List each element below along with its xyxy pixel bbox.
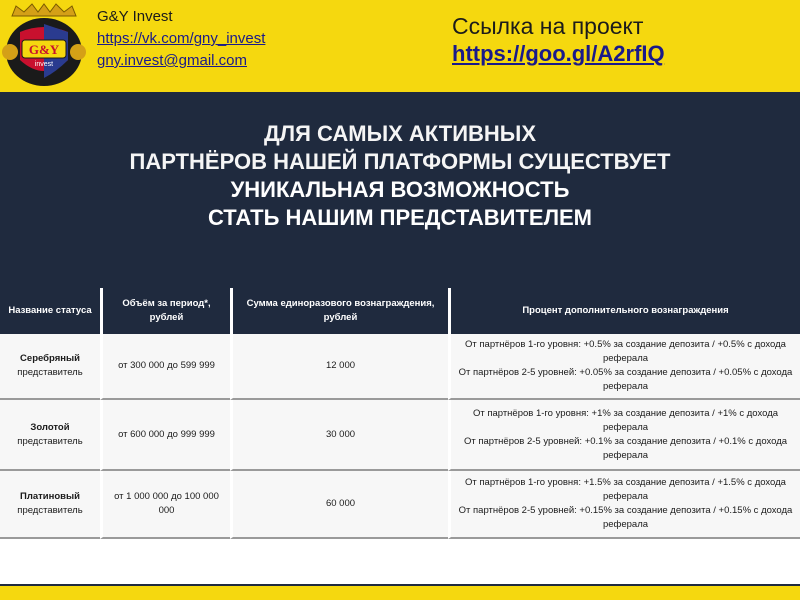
headline-line-3: УНИКАЛЬНАЯ ВОЗМОЖНОСТЬ xyxy=(230,177,570,202)
volume-cell: от 1 000 000 до 100 000 000 xyxy=(100,471,230,539)
header-status: Название статуса xyxy=(0,288,100,334)
volume-cell: от 300 000 до 599 999 xyxy=(100,334,230,400)
status-table-wrapper xyxy=(0,288,800,584)
reward-cell: 60 000 xyxy=(230,471,448,539)
table-row xyxy=(0,471,800,539)
volume-cell: от 600 000 до 999 999 xyxy=(100,400,230,471)
status-name: Платиновый xyxy=(20,491,80,502)
status-cell xyxy=(0,334,100,400)
table-row xyxy=(0,400,800,471)
percent-cell xyxy=(448,334,800,400)
percent-cell xyxy=(448,471,800,539)
company-logo xyxy=(2,2,86,88)
headline-line-4: СТАТЬ НАШИМ ПРЕДСТАВИТЕЛЕМ xyxy=(207,205,593,230)
logo-subtext: invest xyxy=(34,61,54,68)
logo-text: G&Y xyxy=(28,42,60,57)
email-link[interactable]: gny.invest@gmail.com xyxy=(97,52,247,69)
table-header-row xyxy=(0,288,800,334)
status-cell xyxy=(0,471,100,539)
percent-cell xyxy=(448,400,800,471)
status-sub: представитель xyxy=(17,505,83,516)
headline-line-1: ДЛЯ САМЫХ АКТИВНЫХ xyxy=(263,121,536,146)
percent-level-2-5: От партнёров 2-5 уровней: +0.1% за создание депозита / +0.1% с дохода реферала xyxy=(463,435,788,461)
status-name: Золотой xyxy=(30,421,70,433)
percent-level-1: От партнёров 1-го уровня: +1% за создание депозита / +1% с дохода реферала xyxy=(472,407,779,433)
header-bar xyxy=(0,0,800,92)
footer-strip xyxy=(0,586,800,600)
table-row xyxy=(0,334,800,400)
header-volume: Объём за период*, рублей xyxy=(100,288,230,334)
status-table xyxy=(0,288,800,539)
company-name: G&Y Invest xyxy=(97,8,173,25)
reward-cell: 12 000 xyxy=(230,334,448,400)
percent-level-2-5: От партнёров 2-5 уровней: +0.15% за создание депозита / +0.15% с дохода реферала xyxy=(458,505,793,530)
project-label: Ссылка на проект xyxy=(452,13,644,39)
percent-level-2-5: От партнёров 2-5 уровней: +0.05% за создание депозита / +0.05% с дохода реферала xyxy=(458,367,793,392)
header-percent: Процент дополнительного вознаграждения xyxy=(448,288,800,334)
headline-line-2: ПАРТНЁРОВ НАШЕЙ ПЛАТФОРМЫ СУЩЕСТВУЕТ xyxy=(129,149,671,174)
reward-cell: 30 000 xyxy=(230,400,448,471)
status-sub: представитель xyxy=(17,435,83,447)
percent-level-1: От партнёров 1-го уровня: +1.5% за создание депозита / +1.5% с дохода реферала xyxy=(465,477,786,502)
header-reward: Сумма единоразового вознаграждения, рублей xyxy=(230,288,448,334)
headline xyxy=(0,120,800,232)
status-name: Серебряный xyxy=(20,353,80,364)
status-sub: представитель xyxy=(17,367,83,378)
project-info xyxy=(452,12,665,68)
vk-link[interactable]: https://vk.com/gny_invest xyxy=(97,30,266,47)
percent-level-1: От партнёров 1-го уровня: +0.5% за создание депозита / +0.5% с дохода реферала xyxy=(465,339,786,364)
company-info xyxy=(97,6,265,72)
status-cell xyxy=(0,400,100,471)
project-link[interactable]: https://goo.gl/A2rfIQ xyxy=(452,41,665,66)
